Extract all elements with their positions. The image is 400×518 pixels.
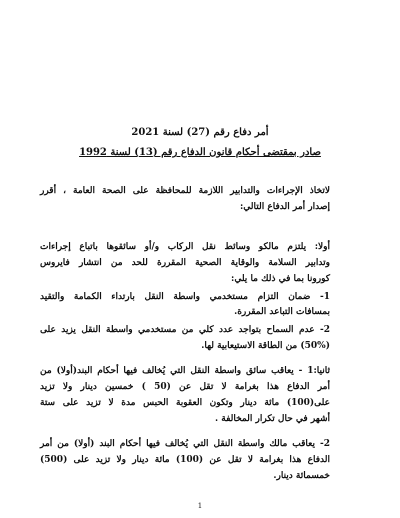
- clause-2-item-1-line-4: أشهر في حال تكرار المخالفة .: [214, 414, 330, 424]
- clause-2-item-1-line-1: ثانيا:1 - يعاقب سائق واسطة النقل التي يُخالف فيها أحكام البند(أولا) من: [40, 366, 330, 376]
- clause-1-item-1-line-1: 1- ضمان التزام مستخدمي واسطة النقل بارتداء الكمامة والتقيد: [40, 292, 330, 302]
- clause-1-item-1-line-2: بمسافات التباعد المقررة.: [234, 307, 330, 317]
- clause-1-line-2: وتدابير السلامة والوقاية الصحية المقررة للحد من انتشار فايروس: [40, 258, 330, 268]
- clause-1-line-1: أولا: يلتزم مالكو وسائط نقل الركاب و/أو سائقوها باتباع إجراءات: [40, 242, 330, 252]
- clause-2-item-2-line-2: الدفاع هذا بغرامة لا تقل عن (100) مائة دينار ولا تزيد على (500): [40, 455, 330, 465]
- clause-1-item-2-line-2: (50%) من الطاقة الاستيعابية لها.: [201, 341, 330, 351]
- clause-2-item-2-line-1: 2- يعاقب مالك واسطة النقل التي يُخالف فيها أحكام البند (أولا) من أمر: [40, 439, 330, 449]
- clause-2-item-1-line-3: على(100) مائة دينار وتكون العقوبة الحبس مدة لا تزيد على ستة: [40, 398, 330, 408]
- page-number: 1: [197, 502, 203, 510]
- preamble-line-1: لاتخاذ الإجراءات والتدابير اللازمة للمحافظة على الصحة العامة ، أقرر: [40, 186, 330, 196]
- clause-2-item-1-line-2: أمر الدفاع هذا بغرامة لا تقل عن (50 ) خمسين دينار ولا تزيد: [40, 382, 330, 392]
- clause-1-item-2-line-1: 2- عدم السماح بتواجد عدد كلي من مستخدمي واسطة النقل يزيد على: [40, 325, 330, 335]
- preamble-line-2: إصدار أمر الدفاع التالي:: [239, 202, 330, 212]
- clause-2-item-2-line-3: خمسمائة دينار.: [273, 471, 330, 481]
- clause-1-line-3: كورونا بما في ذلك ما يلي:: [231, 274, 330, 284]
- order-subtitle: صادر بمقتضى أحكام قانون الدفاع رقم (13) لسنة 1992: [79, 147, 321, 158]
- order-title: أمر دفاع رقم (27) لسنة 2021: [131, 127, 269, 138]
